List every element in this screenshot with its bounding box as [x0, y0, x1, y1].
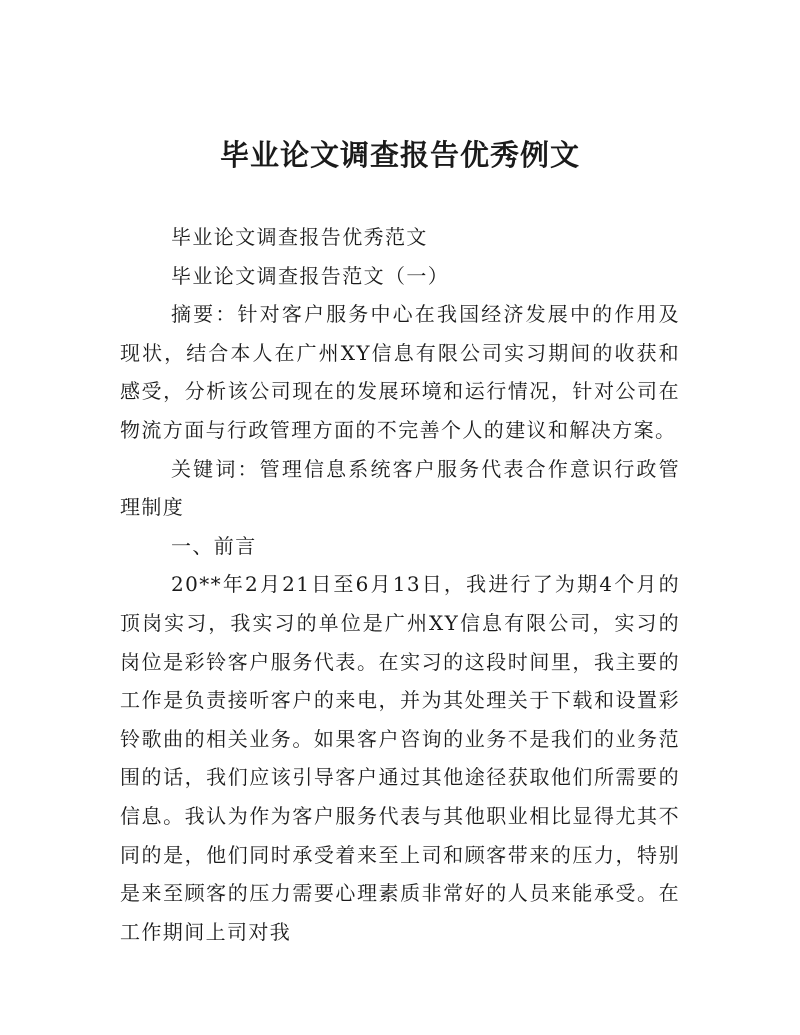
- paragraph-section-heading: 毕业论文调查报告范文（一）: [171, 263, 450, 288]
- paragraph-preface-heading: 一、前言: [171, 533, 257, 558]
- document-title: 毕业论文调查报告优秀例文: [219, 138, 580, 172]
- document-body: [120, 218, 680, 951]
- paragraph-abstract: 摘要：针对客户服务中心在我国经济发展中的作用及现状，结合本人在广州XY信息有限公司实习期间的收获和感受，分析该公司现在的发展环境和运行情况，针对公司在物流方面与行政管理方面的不完善个人的建议和解决方案。: [120, 302, 680, 442]
- paragraph-keywords: 关键词：管理信息系统客户服务代表合作意识行政管理制度: [120, 456, 680, 520]
- paragraph-body: 20**年2月21日至6月13日，我进行了为期4个月的顶岗实习，我实习的单位是广州XY信息有限公司，实习的岗位是彩铃客户服务代表。在实习的这段时间里，我主要的工作是负责接听客户的来电，并为其处理关于下载和设置彩铃歌曲的相关业务。如果客户咨询的业务不是我们的业务范围的话，我们应该引导客户通过其他途径获取他们所需要的信息。我认为作为客户服务代表与其他职业相比显得尤其不同的是，他们同时承受着来至上司和顾客带来的压力，特别是来至顾客的压力需要心理素质非常好的人员来能承受。在工作期间上司对我: [120, 572, 680, 944]
- paragraph-subtitle: 毕业论文调查报告优秀范文: [171, 225, 428, 249]
